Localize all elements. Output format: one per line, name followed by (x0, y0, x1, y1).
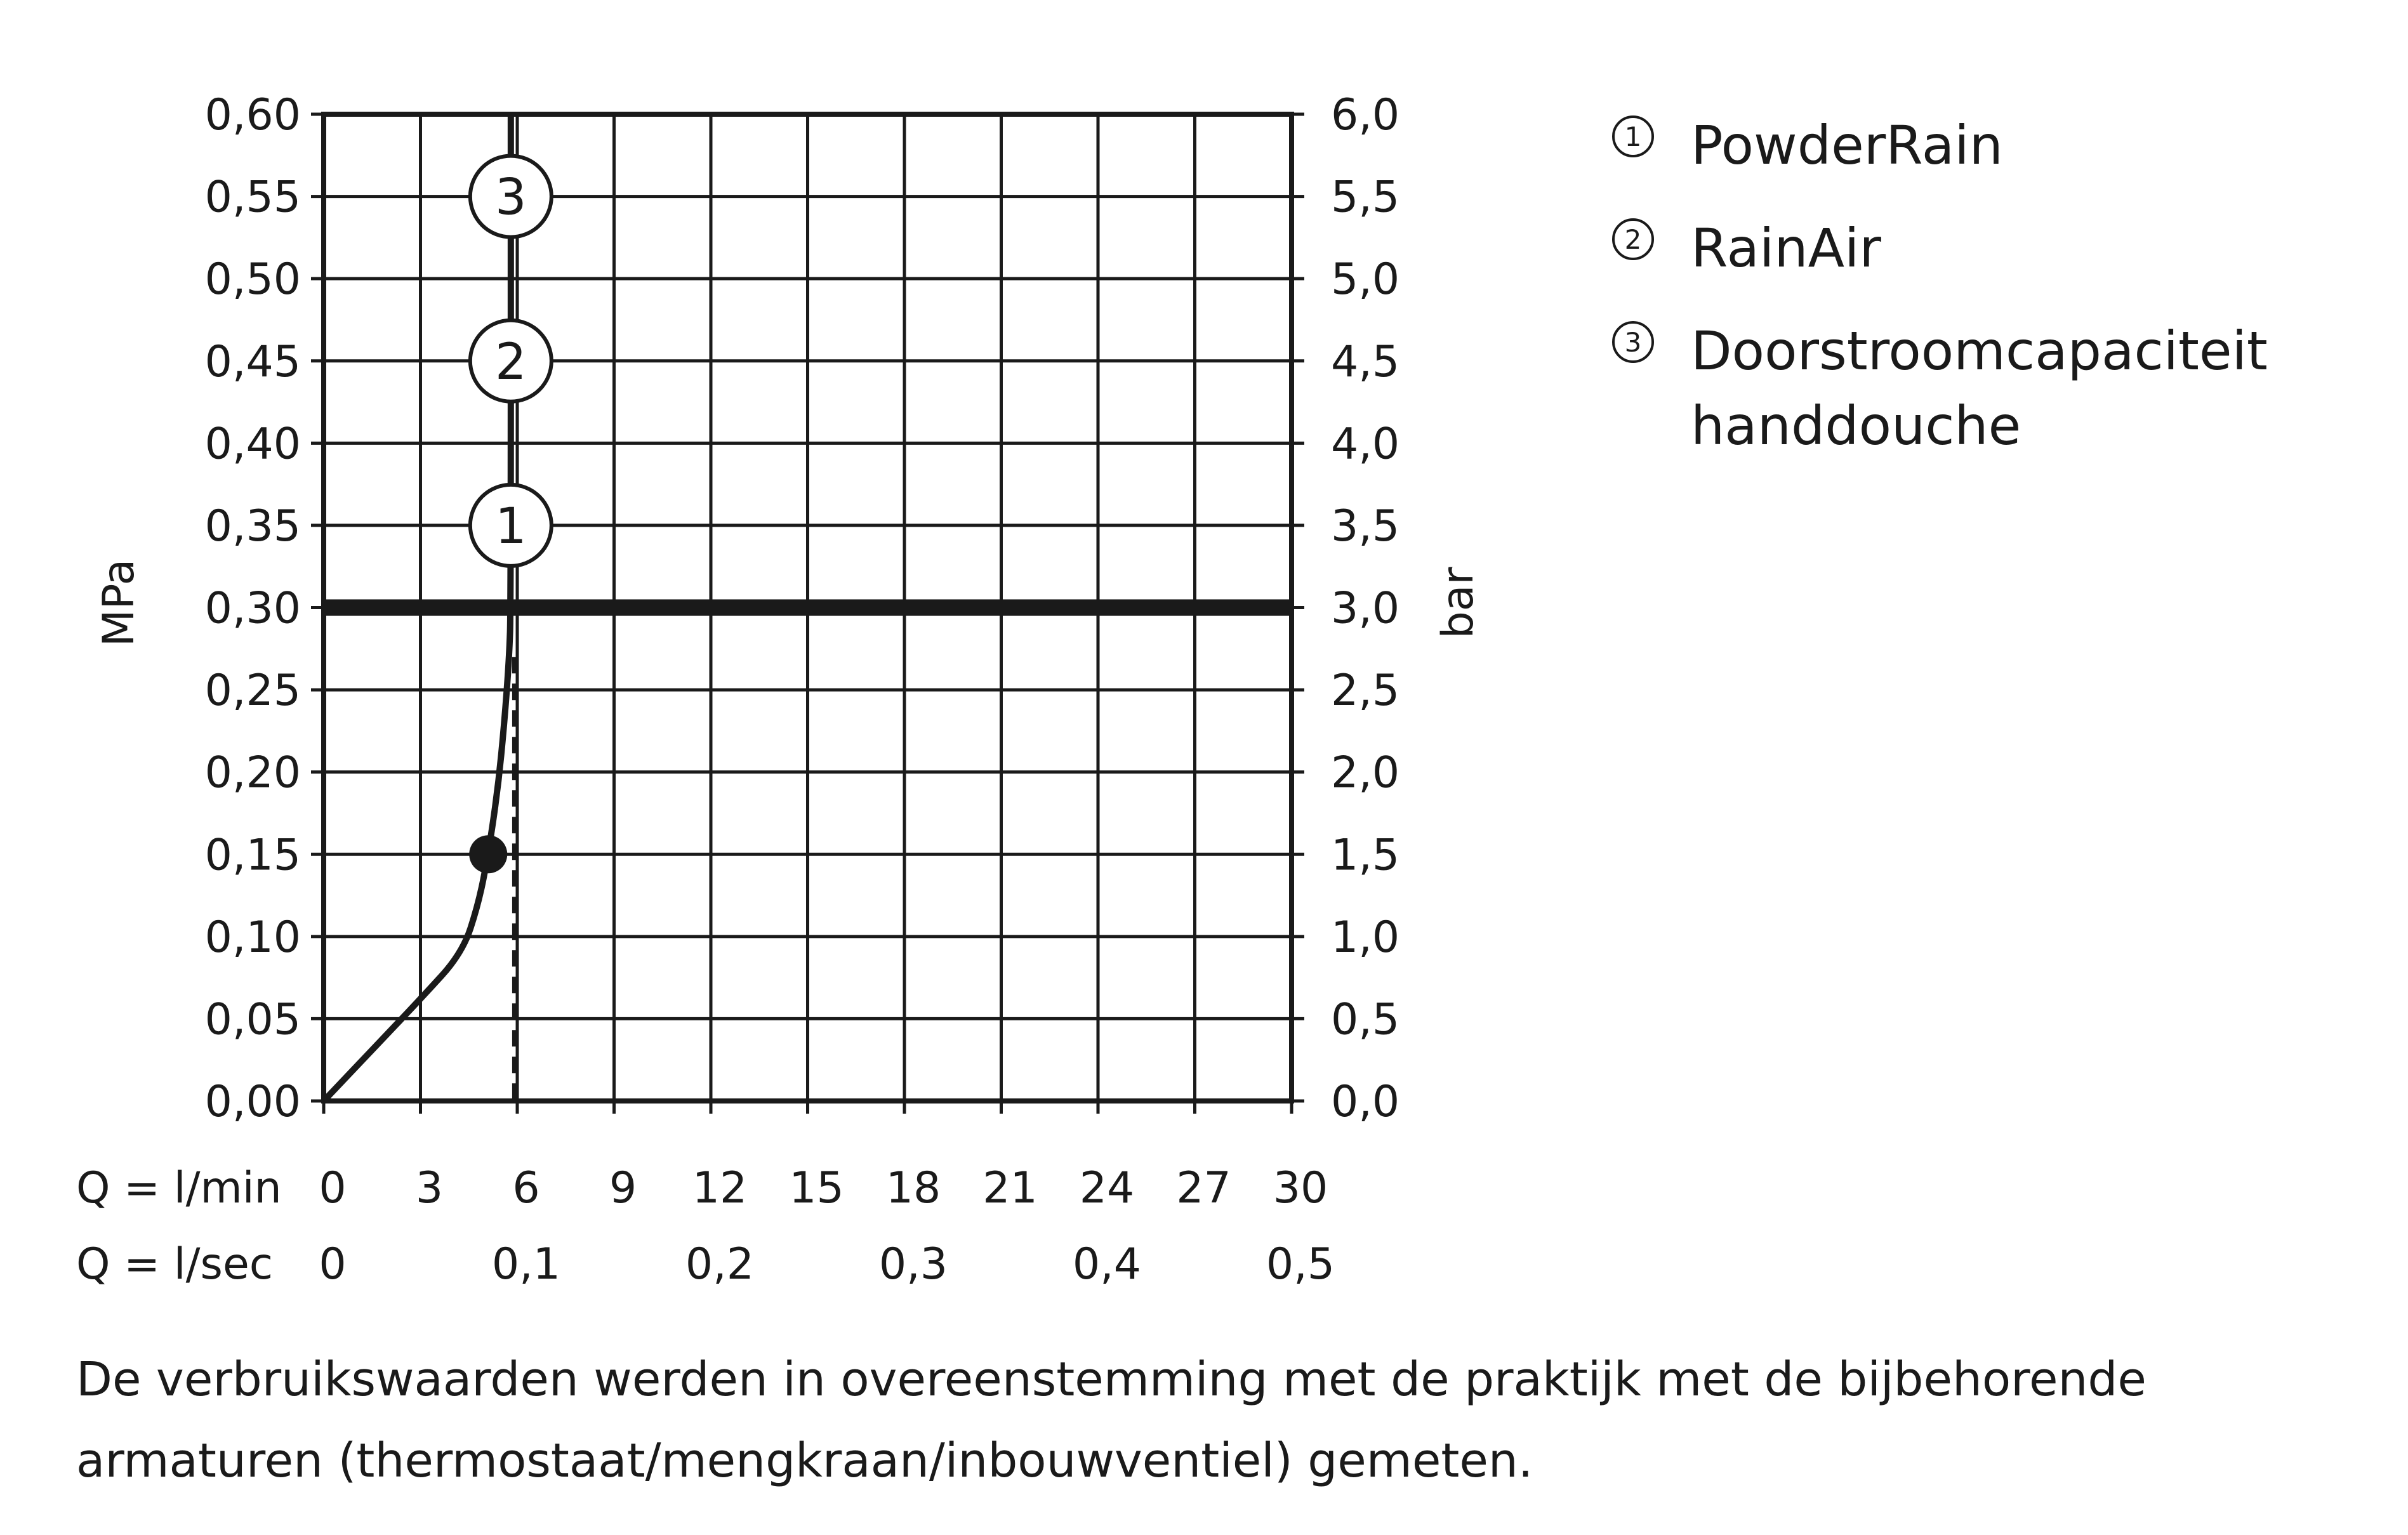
marker-label-1: 1 (495, 497, 527, 555)
y-tick-label-right: 4,0 (1331, 419, 1400, 470)
legend-item-1 (1612, 108, 2374, 183)
x-axis-ticks (319, 1163, 1335, 1289)
y-tick-label-left: 0,10 (204, 912, 301, 963)
footnote: De verbruikswaarden werden in overeenstemming met de praktijk met de bijbehorende armaturen (thermostaat/mengkraan/inbouwventiel) gemeten. (76, 1352, 2147, 1488)
x-tick-label-primary: 27 (1176, 1163, 1231, 1213)
legend-label-1: PowderRain (1691, 114, 2003, 176)
y-tick-label-right: 0,0 (1331, 1077, 1400, 1127)
y-tick-label-right: 3,5 (1331, 501, 1400, 551)
y-tick-label-left: 0,45 (204, 336, 301, 387)
legend-item-2 (1612, 211, 2374, 286)
y-tick-label-left: 0,15 (204, 830, 301, 881)
y-tick-label-left: 0,60 (204, 90, 301, 140)
y-tick-label-right: 1,5 (1331, 830, 1400, 881)
y-tick-label-left: 0,50 (204, 254, 301, 305)
x-tick-label-primary: 18 (885, 1163, 941, 1213)
x-tick-label-primary: 9 (609, 1163, 637, 1213)
legend-label-3: Doorstroomcapaciteit handdouche (1691, 320, 2268, 457)
legend-number-2: 2 (1612, 218, 1654, 260)
x-tick-label-primary: 6 (512, 1163, 540, 1213)
x-axis-secondary-title: Q = l/sec (76, 1239, 274, 1289)
x-tick-label-secondary: 0,5 (1266, 1239, 1335, 1289)
x-axis-primary-title: Q = l/min (76, 1163, 282, 1213)
y-axis-left-ticks (205, 90, 301, 1127)
x-tick-label-secondary: 0 (319, 1239, 347, 1289)
x-tick-label-primary: 21 (982, 1163, 1038, 1213)
y-tick-label-left: 0,25 (204, 666, 301, 716)
y-tick-label-right: 4,5 (1331, 336, 1400, 387)
x-tick-label-primary: 15 (789, 1163, 844, 1213)
y-tick-label-right: 5,5 (1331, 172, 1400, 223)
x-tick-label-secondary: 0,4 (1072, 1239, 1142, 1289)
y-tick-label-left: 0,30 (204, 583, 301, 634)
y-tick-label-right: 3,0 (1331, 583, 1400, 634)
y-tick-label-right: 2,0 (1331, 748, 1400, 798)
y-tick-label-right: 1,0 (1331, 912, 1400, 963)
x-tick-label-primary: 0 (319, 1163, 347, 1213)
marker-label-3: 3 (495, 169, 527, 227)
y-axis-right-title: bar (1433, 567, 1483, 639)
y-tick-label-left: 0,20 (204, 748, 301, 798)
x-tick-label-secondary: 0,3 (878, 1239, 948, 1289)
legend-item-3 (1612, 313, 2374, 463)
chart-legend (1612, 108, 2374, 491)
y-tick-label-right: 0,5 (1331, 994, 1400, 1045)
y-tick-label-left: 0,00 (204, 1077, 301, 1127)
y-tick-label-right: 6,0 (1331, 90, 1400, 140)
y-axis-right-ticks (1331, 90, 1399, 1127)
y-tick-label-left: 0,05 (204, 994, 301, 1045)
legend-number-3: 3 (1612, 321, 1654, 363)
x-tick-label-secondary: 0,2 (685, 1239, 755, 1289)
x-tick-label-secondary: 0,1 (491, 1239, 561, 1289)
y-axis-left-title: MPa (94, 558, 144, 647)
marker-label-2: 2 (495, 333, 527, 391)
x-tick-label-primary: 24 (1079, 1163, 1135, 1213)
x-tick-label-primary: 12 (692, 1163, 748, 1213)
x-tick-label-primary: 30 (1273, 1163, 1328, 1213)
y-tick-label-right: 2,5 (1331, 666, 1400, 716)
legend-label-2: RainAir (1691, 217, 1881, 279)
x-tick-label-primary: 3 (415, 1163, 444, 1213)
y-tick-label-right: 5,0 (1331, 254, 1400, 305)
operating-point (469, 835, 507, 873)
legend-number-1: 1 (1612, 115, 1654, 157)
y-tick-label-left: 0,35 (204, 501, 301, 551)
y-tick-label-left: 0,40 (204, 419, 301, 470)
y-tick-label-left: 0,55 (204, 172, 301, 223)
